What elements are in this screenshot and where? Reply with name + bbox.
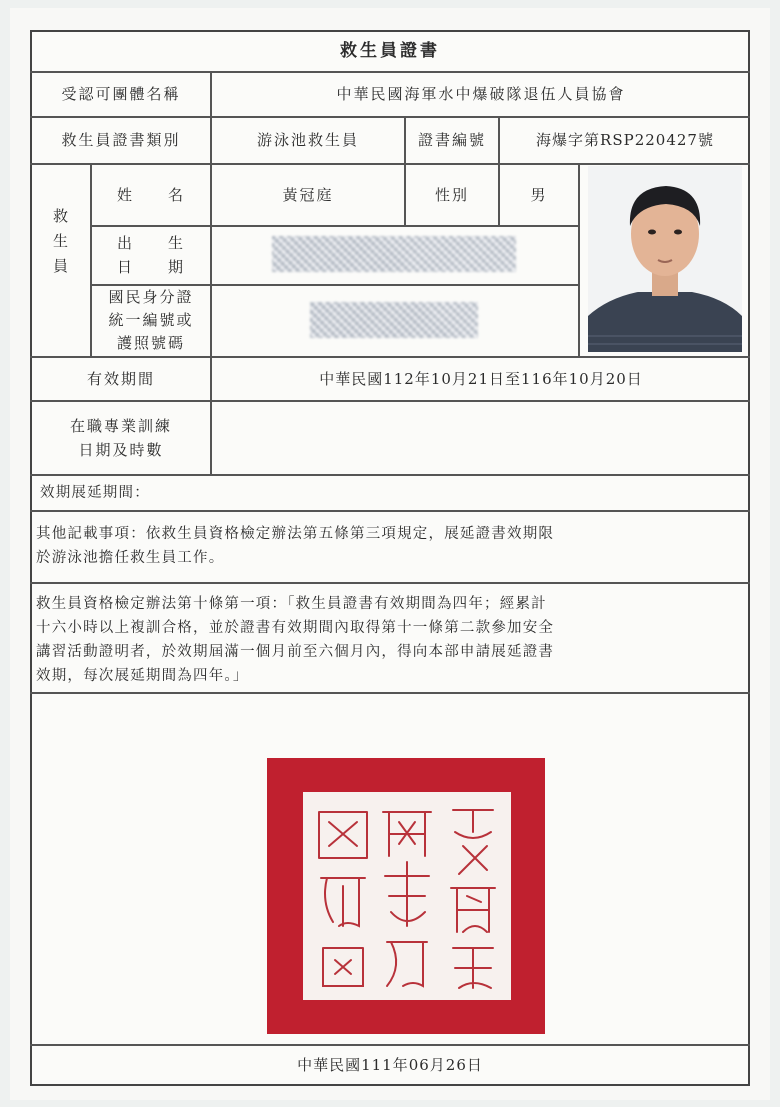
notes-line: 其他記載事項：依救生員資格檢定辦法第五條第三項規定，展延證書效期限: [36, 526, 555, 542]
org-value: 中華民國海軍水中爆破隊退伍人員協會: [336, 85, 626, 103]
number-value: 海爆字第RSP220427號: [536, 131, 714, 149]
name-value: 黃冠庭: [282, 185, 334, 204]
id-label-line: 統一編號或: [108, 311, 194, 329]
issue-date: 中華民國111年06月26日: [297, 1055, 483, 1074]
row-divider: [30, 582, 750, 584]
type-label: 救生員證書類別: [61, 131, 181, 149]
training-label-line: 日期及時數: [78, 440, 164, 459]
gender-label: 性別: [434, 185, 469, 204]
valid-label: 有效期間: [86, 369, 155, 388]
name-label: 姓 名: [116, 185, 185, 204]
rule-line: 救生員資格檢定辦法第十條第一項：「救生員證書有效期間為四年；經累計: [36, 596, 547, 612]
redacted-birthdate: [272, 236, 516, 272]
row-divider: [30, 510, 750, 512]
number-label: 證書編號: [417, 131, 486, 149]
redacted-id-number: [310, 302, 478, 338]
lifeguard-label: 救生員: [51, 207, 69, 283]
valid-value: 中華民國112年10月21日至116年10月20日: [319, 369, 643, 388]
official-seal: [267, 758, 545, 1034]
birth-label-line: 日 期: [116, 258, 185, 276]
training-label-line: 在職專業訓練: [69, 416, 172, 435]
training-label: [32, 401, 210, 474]
id-label-line: 護照號碼: [116, 334, 185, 352]
person-portrait-icon: [588, 166, 742, 352]
rule-line: 講習活動證明者，於效期屆滿一個月前至六個月內，得向本部申請展延證書: [36, 644, 555, 660]
id-label: [92, 285, 210, 356]
row-divider: [30, 474, 750, 476]
rule-line: 效期，每次展延期間為四年。」: [36, 668, 249, 684]
rule-line: 十六小時以上複訓合格，並於證書有效期間內取得第十一條第二款參加安全: [36, 620, 555, 636]
certificate-title: 救生員證書: [340, 41, 440, 61]
extension-label: 效期展延期間：: [40, 485, 150, 501]
seal-script-icon: [303, 792, 511, 1000]
type-value: 游泳池救生員: [256, 131, 359, 149]
row-divider: [30, 692, 750, 694]
portrait-photo: [588, 166, 742, 352]
col-divider: [578, 163, 580, 357]
gender-value: 男: [530, 185, 548, 204]
org-label: 受認可團體名稱: [61, 85, 181, 103]
birth-label-line: 出 生: [116, 234, 185, 252]
birth-label: [92, 226, 210, 284]
seal-inner: [303, 792, 511, 1000]
id-label-line: 國民身分證: [108, 288, 194, 306]
notes-line: 於游泳池擔任救生員工作。: [36, 550, 225, 566]
